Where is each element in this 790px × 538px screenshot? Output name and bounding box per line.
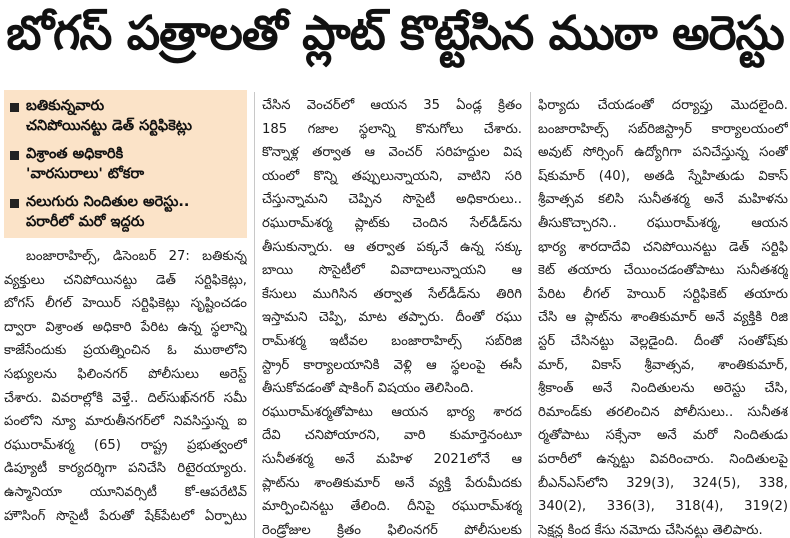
text-line: అవుట్ సోర్సింగ్ ఉద్యోగిగా పనిచేస్తున్న సంతో xyxy=(538,145,788,161)
highlight-item xyxy=(10,96,241,136)
text-line: కాజేసేందుకు ప్రయత్నించిన ఓ ముఠాలోని xyxy=(4,343,247,359)
text-line: రఘురామ్‌శర్మ (65) రాష్ట్ర ప్రభుత్వంలో xyxy=(4,437,247,453)
text-line: శ్రీకాంత్ అనే నిందితులను అరెస్టు చేసి, xyxy=(538,381,788,397)
text-line: ష్‌కుమార్ (40), అతడి స్నేహితుడు వికాస్ xyxy=(538,168,788,184)
text-line: సభ్యులను ఫిలింనగర్ పోలీసులు అరెస్ట్ xyxy=(4,366,247,382)
text-line: తీసుకొచ్చారని.. రఘురామ్‌శర్మ, ఆయన xyxy=(538,215,788,231)
highlight-item xyxy=(10,192,241,232)
text-line: రిమాండ్‌కు తరలించిన పోలీసులు.. సునీతశ xyxy=(538,404,788,420)
highlight-line: 'వారసురాలు' టోకరా xyxy=(26,166,145,182)
text-line: రఘురామ్‌శర్మ ప్లాట్‌కు చెందిన సేల్‌డీడ్‌ను xyxy=(262,215,522,231)
text-line: బంజారాహిల్స్, డిసెంబర్ 27: బతికున్న xyxy=(26,249,247,264)
text-line: కెట్ తయారు చేయించడంతోపాటు సునీతశర్మ xyxy=(538,263,788,279)
text-line: సునీతశర్మ అనే మహిళ 2021లోనే ఆ xyxy=(262,451,522,467)
text-line: శ్రీవాత్సవ కలిసి సునీతశర్మ అనే మహిళను xyxy=(538,192,788,208)
text-line: పరారీలో ఉన్నట్టు వివరించారు. నిందితులపై xyxy=(538,451,788,467)
text-line: తీసుకోవడంతో షాకింగ్ విషయం తెలిసింది. xyxy=(262,381,474,397)
text-line: 185 గజాల స్థలాన్ని కొనుగోలు చేశారు. xyxy=(262,121,522,137)
text-line: కొన్నాళ్ల తర్వాత ఆ వెంచర్ సరిహద్దుల విష xyxy=(262,145,522,161)
highlight-line: నలుగురు నిందితుల అరెస్టు.. xyxy=(26,194,190,210)
text-line: చేస్తున్నామని చెప్పిన సొసైటీ అధికారులు.. xyxy=(262,192,522,208)
text-line: కేసులు ముగిసిన తర్వాత సేల్‌డీడ్‌ను తిరిగి xyxy=(262,286,522,302)
article-column-2 xyxy=(262,94,522,538)
text-line: యంలో కొన్ని తప్పులున్నాయని, వాటిని సరి xyxy=(262,168,522,184)
text-line: రఘురామ్‌శర్మతోపాటు ఆయన భార్య శారద xyxy=(262,404,522,420)
square-bullet-icon xyxy=(10,103,19,112)
highlights-box xyxy=(4,90,247,238)
text-line: భార్య శారదాదేవి చనిపోయినట్టు డెత్ సర్టిఫి xyxy=(538,239,788,255)
text-line: పేరిట లీగల్ హెయిర్ సర్టిఫికెట్ తయారు xyxy=(538,286,788,302)
text-line: బాయి సొసైటీలో వివాదాలున్నాయని ఆ xyxy=(262,263,522,279)
text-line: ఉస్మానియా యూనివర్సిటీ కో-ఆపరేటివ్ xyxy=(4,484,247,500)
text-line: ద్వారా విశ్రాంత అధికారి పేరిట ఉన్న స్థలాన్ని xyxy=(4,319,247,335)
text-line: తీసుకున్నారు. ఆ తర్వాత పక్కనే ఉన్న సక్కు xyxy=(262,239,522,255)
article-column-1 xyxy=(4,245,247,538)
text-line: బోగస్ లీగల్ హెయిర్ సర్టిఫికెట్లు సృష్టించడం xyxy=(4,296,247,312)
text-line: చేశారు. వివరాల్లోకి వెళ్తే.. దిల్‌సుఖ్‌నగర్ సమీ xyxy=(4,390,247,406)
text-line: రెండ్రోజుల క్రితం ఫిలింనగర్ పోలీసులకు xyxy=(262,522,522,538)
highlight-line: బతికున్నవారు xyxy=(26,98,105,114)
headline: బోగస్ పత్రాలతో ప్లాట్ కొట్టేసిన ముఠా అరెస్టు xyxy=(6,6,784,61)
highlight-item xyxy=(10,144,241,184)
column-divider xyxy=(530,92,531,538)
text-line: మార్పించినట్టు తేలింది. దీనిపై రఘురామ్‌శర్మ xyxy=(262,499,522,515)
text-line: ఇస్తామని చెప్పి, మాట తప్పారు. దీంతో రఘు xyxy=(262,310,522,326)
text-line: 340(2), 336(3), 318(4), 319(2) xyxy=(538,499,788,515)
text-line: బీఎన్ఎస్‌లోని 329(3), 324(5), 338, xyxy=(538,475,788,491)
column-divider xyxy=(254,92,255,538)
highlight-line: విశ్రాంత అధికారికి xyxy=(26,146,124,162)
text-line: సెక్షన్ల కింద కేసు నమోదు చేసినట్టు తెలిపారు. xyxy=(538,522,763,538)
text-line: మార్, వికాస్ శ్రీవాత్సవ, శాంతికుమార్, xyxy=(538,357,788,373)
text-line: రామ్‌శర్మ ఇటీవల బంజారాహిల్స్ సబ్‌రిజి xyxy=(262,333,522,349)
text-line: దేవి చనిపోయారని, వారి కుమార్తెనంటూ xyxy=(262,428,522,444)
square-bullet-icon xyxy=(10,199,19,208)
text-line: ప్లాట్‌ను శాంతికుమార్ అనే వ్యక్తి పేరుమీదకు xyxy=(262,475,522,491)
text-line: ఫిర్యాదు చేయడంతో దర్యాప్తు మొదలైంది. xyxy=(538,98,788,113)
text-line: స్ట్రార్ కార్యాలయానికి వెళ్లి ఆ స్థలంపై ఈసీ xyxy=(262,357,522,373)
article-column-3 xyxy=(538,94,788,538)
text-line: ర్మతోపాటు సక్సేనా అనే మరో నిందితుడు xyxy=(538,428,788,444)
text-line: చేసి ఆ ప్లాట్‌ను శాంతికుమార్ అనే వ్యక్తికి రిజి xyxy=(538,310,788,326)
text-line: డిప్యూటీ కార్యదర్శిగా పనిచేసి రిటైరయ్యారు. xyxy=(4,461,247,477)
highlight-line: చనిపోయినట్టు డెత్ సర్టిఫికెట్లు xyxy=(26,118,192,134)
text-line: హౌసింగ్ సొసైటీ పేరుతో షేక్‌పేటలో ఏర్పాటు xyxy=(4,508,247,524)
text-line: స్టర్ చేసినట్టు వెల్లడైంది. దీంతో సంతోష్‌కు xyxy=(538,333,788,349)
text-line: పంలోని న్యూ మారుతీనగర్‌లో నివసిస్తున్న ఐ xyxy=(4,414,247,430)
highlight-line: పరారీలో మరో ఇద్దరు xyxy=(26,214,145,230)
text-line: చేసిన వెంచర్‌లో ఆయన 35 ఏండ్ల క్రితం xyxy=(262,98,522,113)
text-line: బంజారాహిల్స్ సబ్‌రిజిస్ట్రార్ కార్యాలయంలో xyxy=(538,121,788,137)
text-line: వ్యక్తులు చనిపోయినట్టు డెత్ సర్టిఫికెట్లు, xyxy=(4,272,247,288)
square-bullet-icon xyxy=(10,151,19,160)
